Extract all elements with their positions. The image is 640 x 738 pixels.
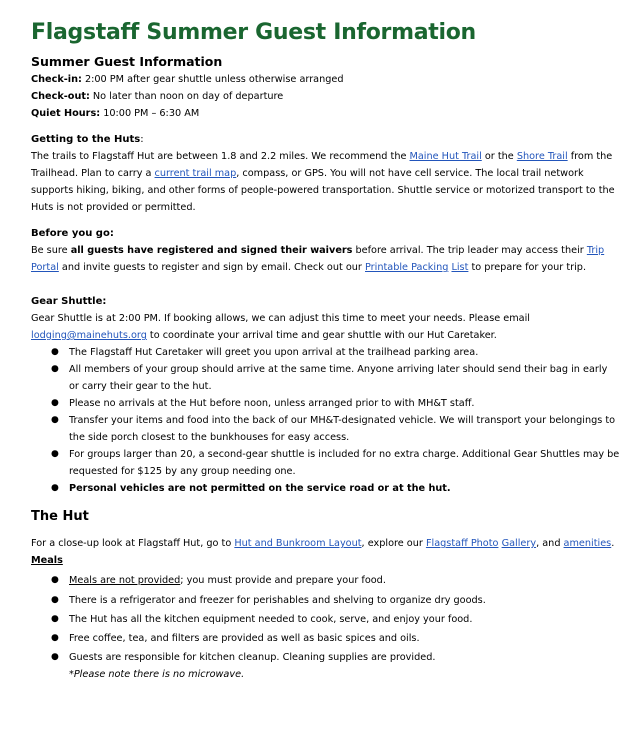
before-bold-text: all guests have registered and signed their waivers	[70, 245, 353, 256]
current-trail-map-link[interactable]: current trail map	[154, 168, 237, 179]
bullet-icon: ●	[51, 483, 59, 493]
list-item-text: Guests are responsible for kitchen cleanup. Cleaning supplies are provided.	[69, 652, 436, 663]
hut-text-5: .	[611, 538, 615, 549]
list-item	[31, 611, 620, 628]
bullet-icon: ●	[51, 398, 59, 408]
list-item-text: There is a refrigerator and freezer for perishables and shelving to organize dry goods.	[69, 595, 486, 606]
shuttle-section	[31, 293, 620, 497]
shuttle-paragraph	[31, 310, 620, 344]
getting-text-3: from the Trailhead. Plan to carry a	[31, 151, 613, 179]
bullet-icon: ●	[51, 347, 59, 357]
checkin-text: 2:00 PM after gear shuttle unless otherwise arranged	[81, 74, 344, 85]
list-item-text: All members of your group should arrive at the same time. Anyone arriving later should send their bag in early or carry their gear to the hut.	[69, 364, 608, 392]
checkin-label: Check-in:	[31, 74, 82, 85]
hut-text-1: For a close-up look at Flagstaff Hut, go to	[31, 538, 235, 549]
bullet-icon: ●	[51, 449, 59, 459]
hut-text-2: , explore our	[361, 538, 426, 549]
quiet-hours-text: 10:00 PM – 6:30 AM	[100, 108, 200, 119]
checkout-text: No later than noon on day of departure	[89, 91, 284, 102]
list-item	[31, 395, 620, 412]
list-item	[31, 344, 620, 361]
hut-bunkroom-layout-link[interactable]: Hut and Bunkroom Layout	[234, 538, 362, 549]
bullet-icon: ●	[51, 575, 59, 585]
before-text-1: Be sure	[31, 245, 71, 256]
getting-text-4: , compass, or GPS. You will not have cell service. The local trail network supports hiking, biking, and other forms of people-powered transportation. Shuttle service or motorized transport to the Huts is not provided or permitted.	[31, 168, 615, 213]
getting-text-1: The trails to Flagstaff Hut are between 1.8 and 2.2 miles. We recommend the	[31, 151, 410, 162]
packing-list-link[interactable]: List	[451, 262, 469, 273]
page-title: Flagstaff Summer Guest Information	[31, 20, 476, 45]
checkout-label: Check-out:	[31, 91, 90, 102]
before-heading: Before you go:	[31, 228, 114, 239]
list-item-text: The Hut has all the kitchen equipment needed to cook, serve, and enjoy your food.	[69, 614, 473, 625]
list-item	[31, 630, 620, 647]
list-item	[31, 446, 620, 480]
meals-not-provided-text: Meals are not provided	[69, 575, 181, 586]
getting-heading-text: Getting to the Huts	[31, 134, 141, 145]
list-item-text: Transfer your items and food into the back of our MH&T-designated vehicle. We will transport your belongings to the side porch closest to the bunkhouses for easy access.	[69, 415, 616, 443]
list-item	[31, 649, 620, 666]
amenities-link[interactable]: amenities	[563, 538, 612, 549]
checkout-line	[31, 88, 620, 105]
printable-packing-link[interactable]: Printable Packing	[365, 262, 449, 273]
trip-portal-link[interactable]: Trip Portal	[31, 245, 605, 273]
quiet-hours-line	[31, 105, 620, 122]
bullet-icon: ●	[51, 633, 59, 643]
list-item-text-bold: Personal vehicles are not permitted on the service road or at the hut.	[69, 483, 451, 494]
list-item-text: Free coffee, tea, and filters are provided as well as basic spices and oils.	[69, 633, 420, 644]
before-text-2: before arrival. The trip leader may access their	[352, 245, 587, 256]
before-paragraph	[31, 242, 620, 276]
document-page	[0, 17, 620, 683]
before-text-3: and invite guests to register and sign by email. Check out our	[58, 262, 365, 273]
checkin-line	[31, 71, 620, 88]
getting-paragraph	[31, 148, 620, 216]
bullet-icon: ●	[51, 415, 59, 425]
list-item-text: The Flagstaff Hut Caretaker will greet you upon arrival at the trailhead parking area.	[69, 347, 479, 358]
shuttle-bullet-list	[31, 344, 620, 497]
getting-text-2: or the	[481, 151, 517, 162]
gallery-link[interactable]: Gallery	[501, 538, 537, 549]
getting-heading-colon: :	[140, 134, 144, 145]
before-text-5: to prepare for your trip.	[468, 262, 587, 273]
hut-paragraph	[31, 535, 620, 552]
list-item-text: For groups larger than 20, a second-gear shuttle is included for no extra charge. Additional Gear Shuttles may be requested for $125 by any group needing one.	[69, 449, 620, 477]
shuttle-heading: Gear Shuttle:	[31, 296, 107, 307]
flagstaff-photo-link[interactable]: Flagstaff Photo	[425, 538, 499, 549]
shuttle-text-1: Gear Shuttle is at 2:00 PM. If booking allows, we can adjust this time to meet your needs. Please email	[31, 313, 531, 324]
microwave-note: *Please note there is no microwave.	[69, 669, 245, 680]
before-section	[31, 225, 620, 276]
getting-heading	[31, 131, 620, 148]
maine-hut-trail-link[interactable]: Maine Hut Trail	[409, 151, 482, 162]
list-item	[31, 572, 620, 589]
list-item-text: Please no arrivals at the Hut before noon, unless arranged prior to with MH&T staff.	[69, 398, 475, 409]
bullet-icon: ●	[51, 364, 59, 374]
bullet-icon: ●	[51, 595, 59, 605]
lodging-email-link[interactable]: lodging@mainehuts.org	[31, 330, 147, 341]
hut-heading: The Hut	[31, 509, 89, 524]
shore-trail-link[interactable]: Shore Trail	[516, 151, 568, 162]
list-item	[31, 592, 620, 609]
getting-section	[31, 131, 620, 216]
list-item	[31, 480, 620, 497]
bullet-icon: ●	[51, 652, 59, 662]
meals-label: Meals	[31, 555, 63, 566]
hut-text-4: , and	[536, 538, 564, 549]
list-item	[31, 361, 620, 395]
meals-label-line	[31, 552, 620, 569]
meals-bullet-list	[31, 572, 620, 666]
summary-heading: Summer Guest Information	[31, 54, 223, 69]
shuttle-text-2: to coordinate your arrival time and gear shuttle with our Hut Caretaker.	[146, 330, 497, 341]
list-item	[31, 412, 620, 446]
quiet-hours-label: Quiet Hours:	[31, 108, 101, 119]
bullet-icon: ●	[51, 614, 59, 624]
list-item-text: ; you must provide and prepare your food.	[180, 575, 386, 586]
